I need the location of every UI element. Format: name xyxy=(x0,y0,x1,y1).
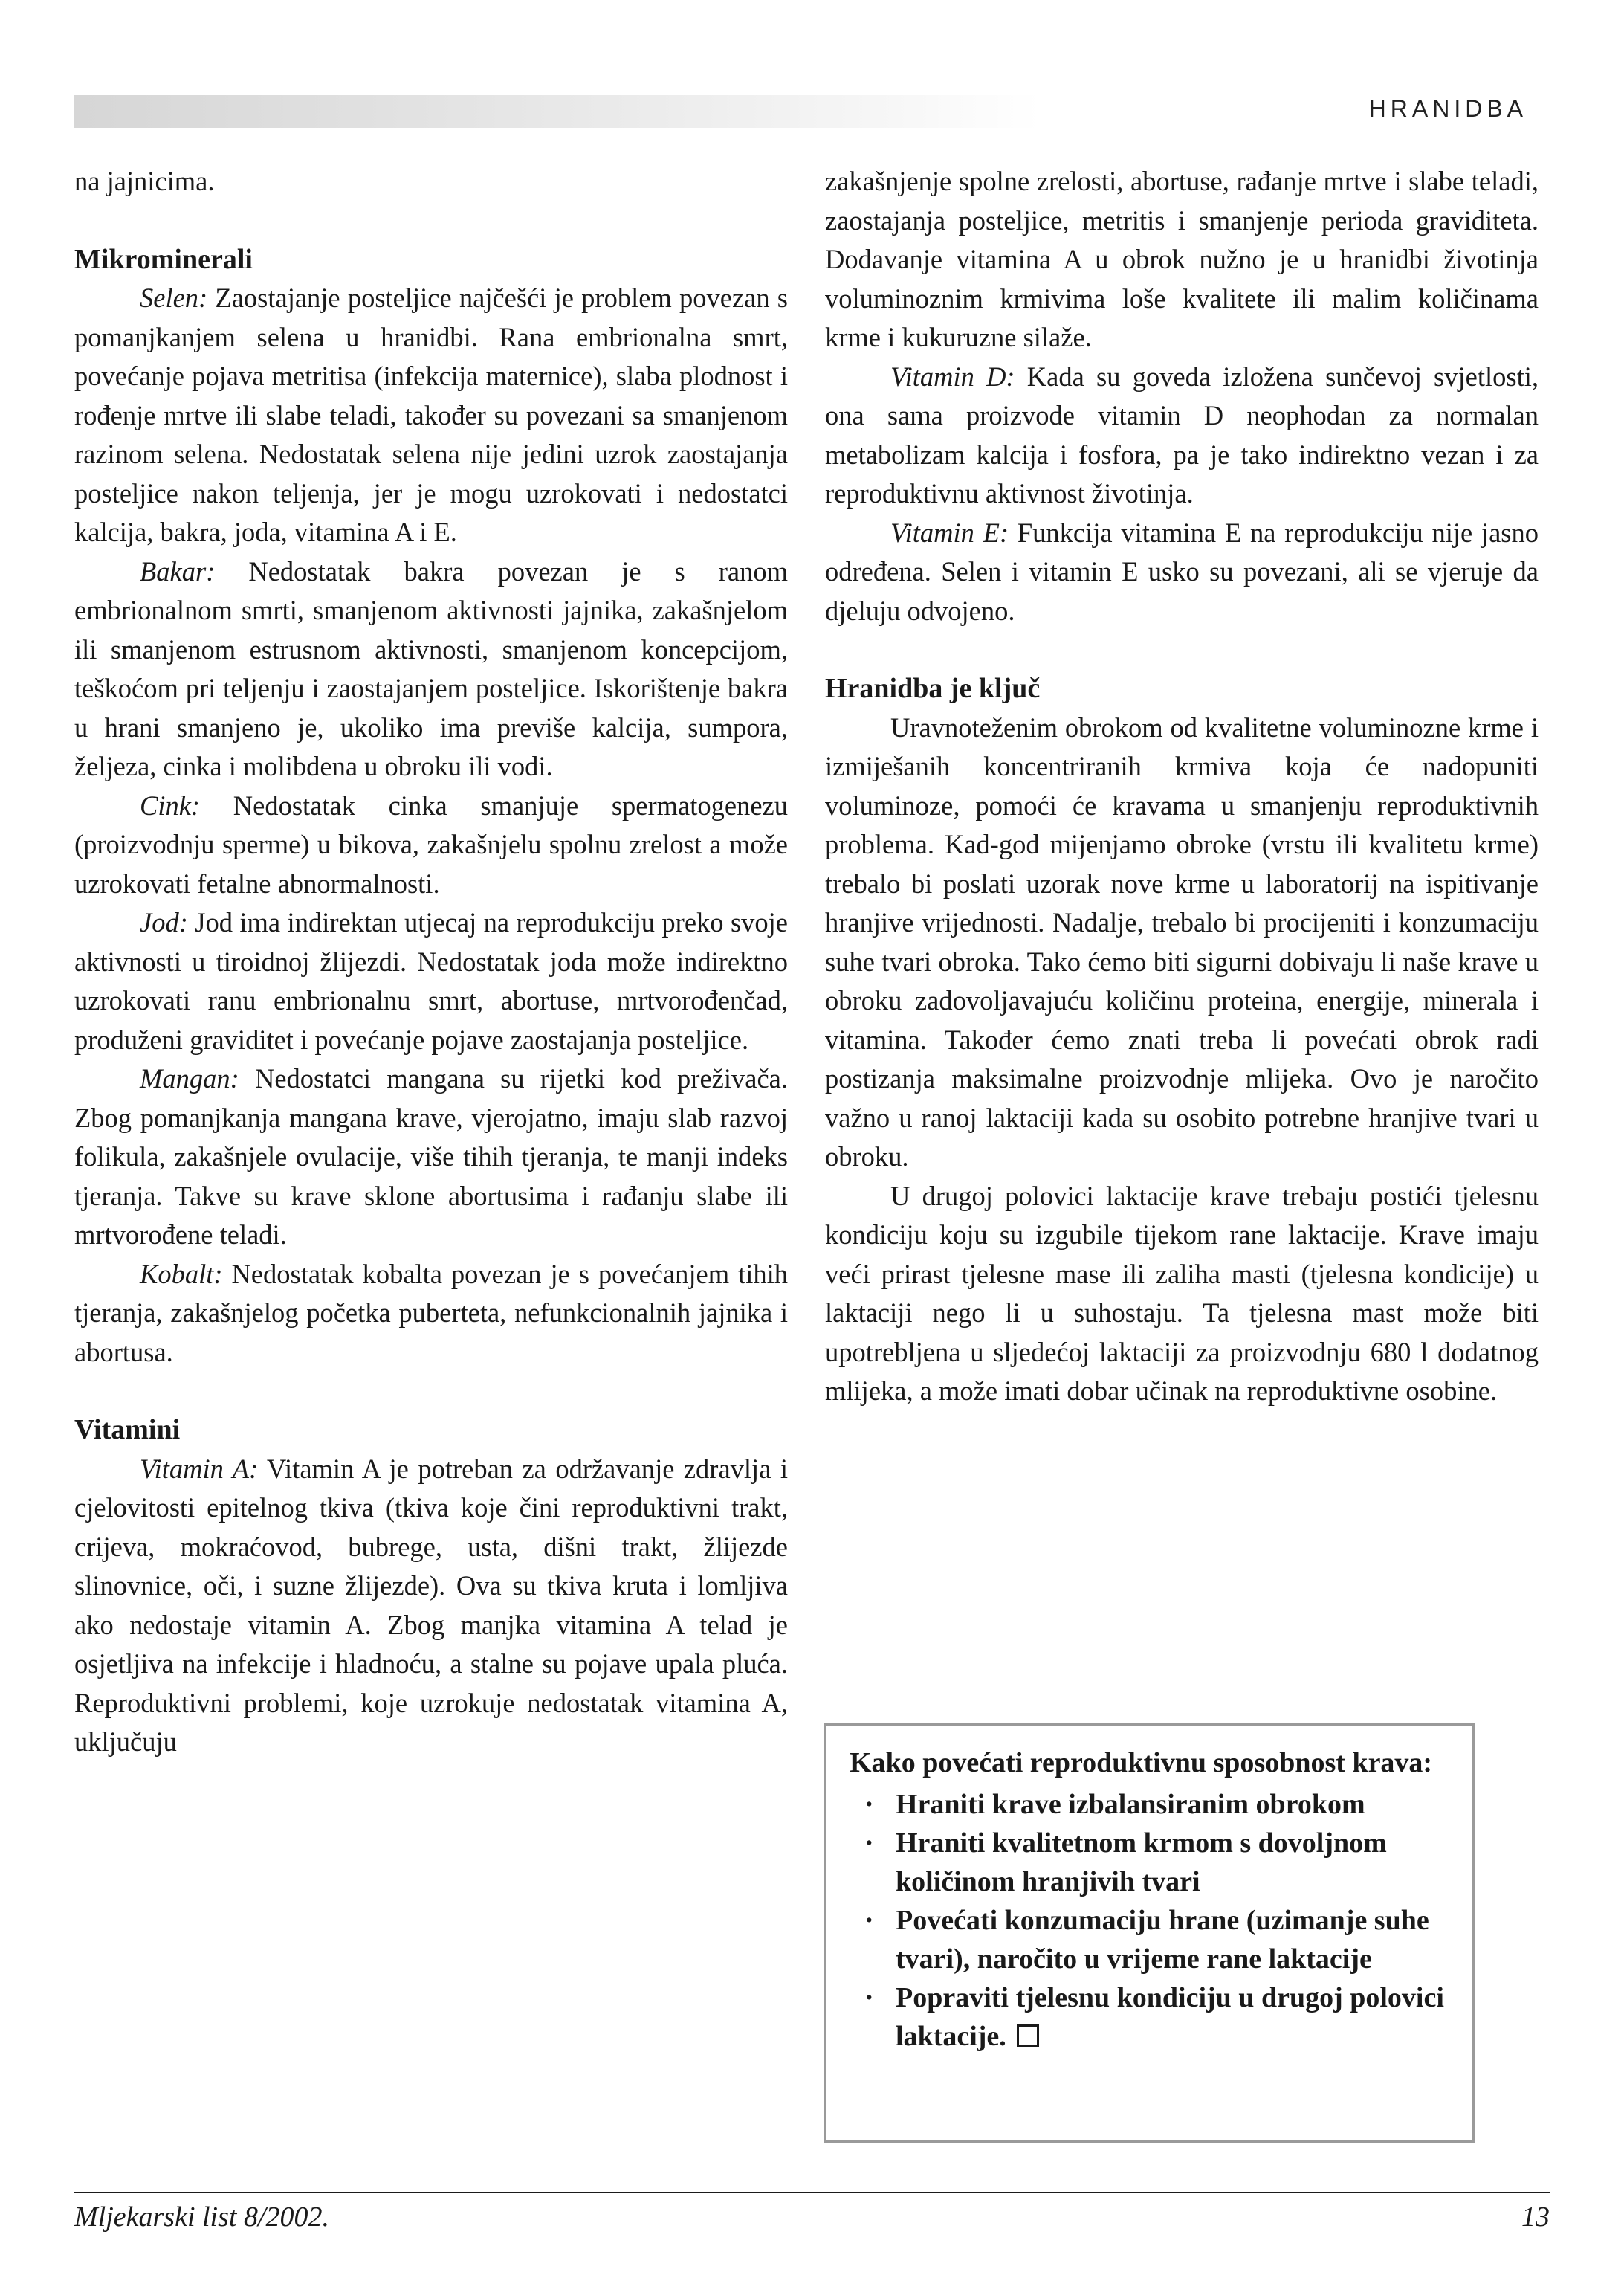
heading-hranidba-je-kljuc: Hranidba je ključ xyxy=(825,673,1041,704)
paragraph-hranidba-1: Uravnoteženim obrokom od kvalitetne voluminozne krme i izmiješanih koncentriranih krmiva koja će nadopuniti voluminoze, pomoći će kravama u smanjenju reproduktivnih problema. Kad-god mijenjamo obroke (vrstu ili kvalitetu krme) trebalo bi poslati uzorak nove krme u laboratorij na ispitivanje hranjive vrijednosti. Nadalje, trebalo bi procijeniti i konzumaciju suhe tvari obroka. Tako ćemo biti sigurni dobivaju li naše krave u obroku zadovoljavajuću količinu proteina, energije, minerala i vitamina. Također ćemo znati treba li povećati obrok radi postizanja maksimalne proizvodnje mlijeka. Ovo je naročito važno u ranoj laktaciji kada su osobito potrebne hranjive tvari u obroku. xyxy=(825,711,1539,1172)
paragraph-bakar xyxy=(74,552,788,787)
text-vitamin-a: Vitamin A je potreban za održavanje zdravlja i cjelovitosti epitelnog tkiva (tkiva koje čini reproduktivni trakt, crijeva, mokraćovod, bubrege, usta, dišni trakt, žlijezde slinovnice, oči, i suzne žlijezde). Ova su tkiva kruta i lomljiva ako nedostaje vitamin A. Zbog manjka vitamina A telad je osjetljiva na infekcije i hladnoću, a stalne su pojave upala pluća. Reproduktivni problemi, koje uzrokuje nedostatak vitamina A, uključuju xyxy=(74,1453,788,1757)
term-selen: Selen: xyxy=(140,283,208,313)
term-mangan: Mangan: xyxy=(140,1063,239,1094)
term-jod: Jod: xyxy=(140,907,188,938)
paragraph-vitamin-a xyxy=(74,1450,788,1762)
tip-item-text: Povećati konzumaciju hrane (uzimanje suhe tvari), naročito u vrijeme rane laktacije xyxy=(896,1905,1429,1975)
text-jod: Jod ima indirektan utjecaj na reprodukciju preko svoje aktivnosti u tiroidnoj žlijezdi. Nedostatak joda može indirektno uzrokovati ranu embrionalnu smrt, abortuse, mrtvorođenčad, produženi graviditet i povećanje pojave zaostajanja posteljice. xyxy=(74,907,788,1055)
heading-vitamini: Vitamini xyxy=(74,1414,181,1445)
section-label: HRANIDBA xyxy=(1368,95,1527,122)
paragraph-mangan xyxy=(74,1059,788,1255)
term-bakar: Bakar: xyxy=(140,555,216,587)
text-vitamin-e: Funkcija vitamina E na reprodukciju nije jasno određena. Selen i vitamin E usko su povezani, ali se vjeruje da djeluju odvojeno. xyxy=(825,517,1539,626)
footer-page-number: 13 xyxy=(1521,2201,1550,2233)
tip-item xyxy=(850,1824,1449,1901)
paragraph-selen xyxy=(74,279,788,552)
intro-fragment: na jajnicima. xyxy=(74,166,215,196)
text-selen: Zaostajanje posteljice najčešći je problem povezan s pomanjkanjem selena u hranidbi. Rana embrionalna smrt, povećanje pojava metritisa (infekcija maternice), slaba plodnost i rođenje mrtve ili slabe teladi, također su povezani sa smanjenom razinom selena. Nedostatak selena nije jedini uzrok zaostajanja posteljice nakon teljenja, jer je mogu uzrokovati i nedostatci kalcija, bakra, joda, vitamina A i E. xyxy=(74,283,788,547)
paragraph-vitamin-d xyxy=(825,358,1539,514)
bullet-icon: · xyxy=(864,1789,874,1820)
paragraph-cink xyxy=(74,787,788,904)
tip-box-title: Kako povećati reproduktivnu sposobnost krava: xyxy=(850,1747,1433,1778)
tip-box-list xyxy=(850,1785,1449,2056)
text-vitamin-d: Kada su goveda izložena sunčevoj svjetlosti, ona sama proizvode vitamin D neophodan za normalan metabolizam kalcija i fosfora, pa je tako indirektno vezan i za reproduktivnu aktivnost životinja. xyxy=(825,361,1539,509)
paragraph-continuation: zakašnjenje spolne zrelosti, abortuse, rađanje mrtve i slabe teladi, zaostajanja posteljice, metritis i smanjenje perioda graviditeta. Dodavanje vitamina A u obrok nužno je u hranidbi životinja voluminoznim krmivima loše kvalitete ili malim količinama krme i kukuruzne silaže. xyxy=(825,166,1539,352)
text-bakar: Nedostatak bakra povezan je s ranom embrionalnom smrti, smanjenom aktivnosti jajnika, zakašnjelom ili smanjenom estrusnom aktivnosti, smanjenom koncepcijom, teškoćom pri teljenju i zaostajanjem posteljice. Iskorištenje bakra u hrani smanjeno je, ukoliko ima previše kalcija, sumpora, željeza, cinka i molibdena u obroku ili vodi. xyxy=(74,555,788,781)
footer-rule xyxy=(74,2192,1550,2193)
term-vitamin-d: Vitamin D: xyxy=(890,361,1015,392)
heading-mikrominerali: Mikrominerali xyxy=(74,243,253,275)
footer-publication: Mljekarski list 8/2002. xyxy=(74,2201,330,2233)
paragraph-kobalt xyxy=(74,1255,788,1372)
text-mangan: Nedostatci mangana su rijetki kod preživača. Zbog pomanjkanja mangana krave, vjerojatno, imaju slab razvoj folikula, zakašnjele ovulacije, više tihih tjeranja, te manji indeks tjeranja. Takve su krave sklone abortusima i rađanju slabe ili mrtvorođene teladi. xyxy=(74,1063,788,1250)
text-kobalt: Nedostatak kobalta povezan je s povećanjem tihih tjeranja, zakašnjelog početka puberteta, nefunkcionalnih jajnika i abortusa. xyxy=(74,1258,788,1367)
bullet-icon: · xyxy=(864,1905,874,1936)
end-of-article-square-icon xyxy=(1017,2024,1039,2047)
tip-item-text: Hraniti kvalitetnom krmom s dovoljnom količinom hranjivih tvari xyxy=(896,1827,1387,1897)
term-cink: Cink: xyxy=(140,790,201,821)
tip-box xyxy=(824,1723,1475,2143)
right-column xyxy=(825,162,1539,1411)
text-cink: Nedostatak cinka smanjuje spermatogenezu (proizvodnju sperme) u bikova, zakašnjelu spolnu zrelost a može uzrokovati fetalne abnormalnosti. xyxy=(74,790,788,899)
paragraph-jod xyxy=(74,903,788,1059)
tip-item xyxy=(850,1978,1449,2056)
term-kobalt: Kobalt: xyxy=(140,1258,223,1289)
left-column xyxy=(74,162,788,1762)
bullet-icon: · xyxy=(864,1982,874,2013)
tip-item xyxy=(850,1785,1449,1824)
paragraph-hranidba-2: U drugoj polovici laktacije krave trebaju postići tjelesnu kondiciju koju su izgubile tijekom rane laktacije. Krave imaju veći prirast tjelesne mase ili zaliha masti (tjelesna kondicije) u laktaciji nego li u suhostaju. Ta tjelesna mast može biti upotrebljena u sljedećoj laktaciji za proizvodnju 680 l dodatnog mlijeka, a može imati dobar učinak na reproduktivne osobine. xyxy=(825,1180,1539,1406)
term-vitamin-a: Vitamin A: xyxy=(140,1453,259,1484)
term-vitamin-e: Vitamin E: xyxy=(890,517,1009,548)
header-gray-band xyxy=(74,95,1041,128)
tip-item xyxy=(850,1901,1449,1978)
bullet-icon: · xyxy=(864,1827,874,1859)
tip-item-text: Popraviti tjelesnu kondiciju u drugoj polovici laktacije. xyxy=(896,1982,1444,2052)
tip-item-text: Hraniti krave izbalansiranim obrokom xyxy=(896,1789,1365,1820)
paragraph-vitamin-e xyxy=(825,514,1539,631)
